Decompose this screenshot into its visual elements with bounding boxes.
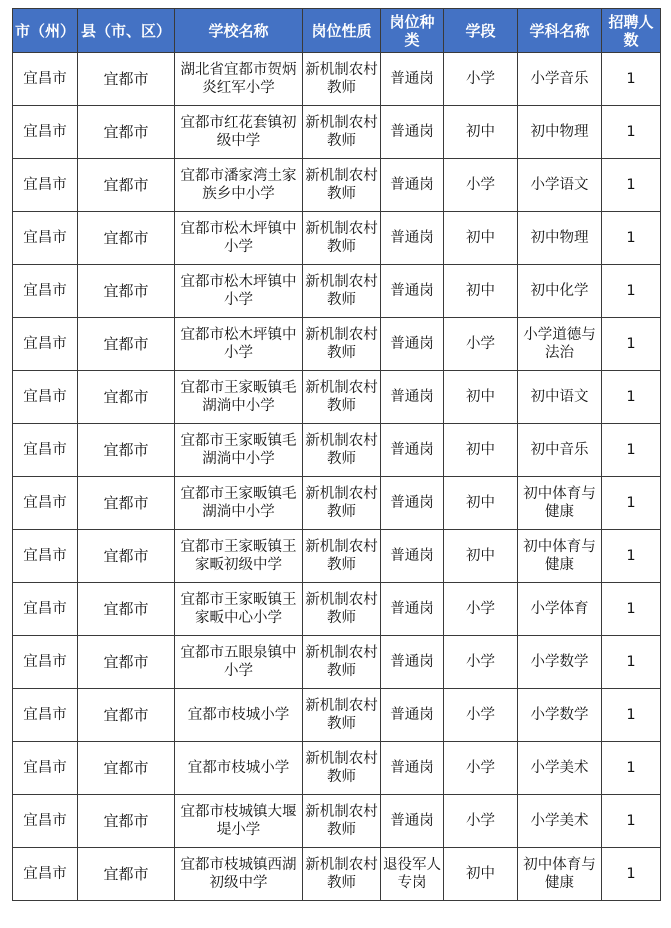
hiring-count-cell: 1 bbox=[602, 318, 661, 371]
position-nature-cell: 新机制农村教师 bbox=[303, 689, 381, 742]
county-cell: 宜都市 bbox=[78, 477, 175, 530]
county-cell: 宜都市 bbox=[78, 795, 175, 848]
table-row bbox=[13, 477, 661, 530]
city-cell: 宜昌市 bbox=[13, 318, 78, 371]
position-type-cell: 普通岗 bbox=[381, 530, 444, 583]
table-row bbox=[13, 212, 661, 265]
position-type-cell: 普通岗 bbox=[381, 583, 444, 636]
table-row bbox=[13, 583, 661, 636]
hiring-count-cell: 1 bbox=[602, 689, 661, 742]
hiring-count-cell: 1 bbox=[602, 583, 661, 636]
county-cell: 宜都市 bbox=[78, 636, 175, 689]
position-type-cell: 普通岗 bbox=[381, 212, 444, 265]
city-cell: 宜昌市 bbox=[13, 583, 78, 636]
school-name-cell: 宜都市枝城小学 bbox=[175, 689, 303, 742]
table-row bbox=[13, 848, 661, 901]
city-cell: 宜昌市 bbox=[13, 424, 78, 477]
subject-name-cell: 小学音乐 bbox=[518, 53, 602, 106]
subject-name-cell: 小学数学 bbox=[518, 636, 602, 689]
hiring-count-cell: 1 bbox=[602, 106, 661, 159]
subject-name-cell: 小学体育 bbox=[518, 583, 602, 636]
header-position-type: 岗位种类 bbox=[381, 9, 444, 53]
county-cell: 宜都市 bbox=[78, 742, 175, 795]
school-name-cell: 宜都市王家畈镇王家畈初级中学 bbox=[175, 530, 303, 583]
school-stage-cell: 初中 bbox=[444, 530, 518, 583]
hiring-count-cell: 1 bbox=[602, 53, 661, 106]
hiring-count-cell: 1 bbox=[602, 424, 661, 477]
subject-name-cell: 小学道德与法治 bbox=[518, 318, 602, 371]
table-row bbox=[13, 159, 661, 212]
school-name-cell: 宜都市松木坪镇中小学 bbox=[175, 318, 303, 371]
position-type-cell: 普通岗 bbox=[381, 159, 444, 212]
subject-name-cell: 小学语文 bbox=[518, 159, 602, 212]
school-stage-cell: 初中 bbox=[444, 477, 518, 530]
hiring-count-cell: 1 bbox=[602, 159, 661, 212]
county-cell: 宜都市 bbox=[78, 212, 175, 265]
position-type-cell: 普通岗 bbox=[381, 689, 444, 742]
city-cell: 宜昌市 bbox=[13, 212, 78, 265]
school-name-cell: 宜都市潘家湾土家族乡中小学 bbox=[175, 159, 303, 212]
position-type-cell: 普通岗 bbox=[381, 742, 444, 795]
school-stage-cell: 初中 bbox=[444, 265, 518, 318]
school-name-cell: 宜都市枝城镇大堰堤小学 bbox=[175, 795, 303, 848]
county-cell: 宜都市 bbox=[78, 848, 175, 901]
county-cell: 宜都市 bbox=[78, 53, 175, 106]
table-row bbox=[13, 742, 661, 795]
header-city: 市（州） bbox=[13, 9, 78, 53]
table-row bbox=[13, 371, 661, 424]
position-nature-cell: 新机制农村教师 bbox=[303, 530, 381, 583]
county-cell: 宜都市 bbox=[78, 424, 175, 477]
hiring-count-cell: 1 bbox=[602, 212, 661, 265]
table-row bbox=[13, 636, 661, 689]
school-stage-cell: 初中 bbox=[444, 371, 518, 424]
position-nature-cell: 新机制农村教师 bbox=[303, 265, 381, 318]
school-stage-cell: 小学 bbox=[444, 318, 518, 371]
position-nature-cell: 新机制农村教师 bbox=[303, 159, 381, 212]
position-type-cell: 普通岗 bbox=[381, 318, 444, 371]
table-row bbox=[13, 265, 661, 318]
school-stage-cell: 小学 bbox=[444, 689, 518, 742]
position-type-cell: 普通岗 bbox=[381, 106, 444, 159]
header-position-nature: 岗位性质 bbox=[303, 9, 381, 53]
city-cell: 宜昌市 bbox=[13, 265, 78, 318]
school-name-cell: 宜都市松木坪镇中小学 bbox=[175, 212, 303, 265]
city-cell: 宜昌市 bbox=[13, 53, 78, 106]
county-cell: 宜都市 bbox=[78, 371, 175, 424]
hiring-count-cell: 1 bbox=[602, 265, 661, 318]
county-cell: 宜都市 bbox=[78, 106, 175, 159]
county-cell: 宜都市 bbox=[78, 265, 175, 318]
recruitment-table-container bbox=[12, 8, 660, 901]
subject-name-cell: 初中体育与健康 bbox=[518, 530, 602, 583]
school-stage-cell: 小学 bbox=[444, 795, 518, 848]
hiring-count-cell: 1 bbox=[602, 795, 661, 848]
school-stage-cell: 初中 bbox=[444, 424, 518, 477]
school-stage-cell: 小学 bbox=[444, 583, 518, 636]
subject-name-cell: 初中体育与健康 bbox=[518, 848, 602, 901]
position-nature-cell: 新机制农村教师 bbox=[303, 583, 381, 636]
city-cell: 宜昌市 bbox=[13, 689, 78, 742]
header-school-stage: 学段 bbox=[444, 9, 518, 53]
school-name-cell: 宜都市五眼泉镇中小学 bbox=[175, 636, 303, 689]
subject-name-cell: 初中物理 bbox=[518, 212, 602, 265]
position-nature-cell: 新机制农村教师 bbox=[303, 795, 381, 848]
city-cell: 宜昌市 bbox=[13, 477, 78, 530]
table-row bbox=[13, 795, 661, 848]
school-name-cell: 宜都市红花套镇初级中学 bbox=[175, 106, 303, 159]
position-nature-cell: 新机制农村教师 bbox=[303, 53, 381, 106]
position-nature-cell: 新机制农村教师 bbox=[303, 742, 381, 795]
city-cell: 宜昌市 bbox=[13, 848, 78, 901]
school-name-cell: 湖北省宜都市贺炳炎红军小学 bbox=[175, 53, 303, 106]
subject-name-cell: 小学美术 bbox=[518, 742, 602, 795]
position-nature-cell: 新机制农村教师 bbox=[303, 424, 381, 477]
table-row bbox=[13, 530, 661, 583]
position-nature-cell: 新机制农村教师 bbox=[303, 106, 381, 159]
school-stage-cell: 初中 bbox=[444, 106, 518, 159]
city-cell: 宜昌市 bbox=[13, 742, 78, 795]
school-stage-cell: 初中 bbox=[444, 848, 518, 901]
position-nature-cell: 新机制农村教师 bbox=[303, 212, 381, 265]
school-stage-cell: 小学 bbox=[444, 159, 518, 212]
subject-name-cell: 初中音乐 bbox=[518, 424, 602, 477]
position-nature-cell: 新机制农村教师 bbox=[303, 848, 381, 901]
hiring-count-cell: 1 bbox=[602, 636, 661, 689]
position-type-cell: 普通岗 bbox=[381, 265, 444, 318]
table-row bbox=[13, 106, 661, 159]
subject-name-cell: 小学数学 bbox=[518, 689, 602, 742]
position-type-cell: 普通岗 bbox=[381, 424, 444, 477]
header-row bbox=[13, 9, 661, 53]
school-name-cell: 宜都市王家畈镇毛湖淌中小学 bbox=[175, 424, 303, 477]
position-nature-cell: 新机制农村教师 bbox=[303, 636, 381, 689]
city-cell: 宜昌市 bbox=[13, 795, 78, 848]
table-row bbox=[13, 318, 661, 371]
school-name-cell: 宜都市王家畈镇毛湖淌中小学 bbox=[175, 477, 303, 530]
position-type-cell: 普通岗 bbox=[381, 636, 444, 689]
header-hiring-count: 招聘人数 bbox=[602, 9, 661, 53]
subject-name-cell: 初中化学 bbox=[518, 265, 602, 318]
city-cell: 宜昌市 bbox=[13, 530, 78, 583]
school-stage-cell: 初中 bbox=[444, 212, 518, 265]
school-name-cell: 宜都市枝城镇西湖初级中学 bbox=[175, 848, 303, 901]
table-row bbox=[13, 424, 661, 477]
county-cell: 宜都市 bbox=[78, 159, 175, 212]
table-row bbox=[13, 689, 661, 742]
subject-name-cell: 小学美术 bbox=[518, 795, 602, 848]
school-name-cell: 宜都市王家畈镇王家畈中心小学 bbox=[175, 583, 303, 636]
hiring-count-cell: 1 bbox=[602, 530, 661, 583]
city-cell: 宜昌市 bbox=[13, 159, 78, 212]
school-stage-cell: 小学 bbox=[444, 53, 518, 106]
subject-name-cell: 初中体育与健康 bbox=[518, 477, 602, 530]
county-cell: 宜都市 bbox=[78, 583, 175, 636]
hiring-count-cell: 1 bbox=[602, 477, 661, 530]
county-cell: 宜都市 bbox=[78, 689, 175, 742]
position-type-cell: 普通岗 bbox=[381, 795, 444, 848]
school-stage-cell: 小学 bbox=[444, 636, 518, 689]
hiring-count-cell: 1 bbox=[602, 742, 661, 795]
city-cell: 宜昌市 bbox=[13, 371, 78, 424]
position-nature-cell: 新机制农村教师 bbox=[303, 318, 381, 371]
county-cell: 宜都市 bbox=[78, 530, 175, 583]
city-cell: 宜昌市 bbox=[13, 106, 78, 159]
position-type-cell: 普通岗 bbox=[381, 477, 444, 530]
hiring-count-cell: 1 bbox=[602, 371, 661, 424]
subject-name-cell: 初中语文 bbox=[518, 371, 602, 424]
school-name-cell: 宜都市枝城小学 bbox=[175, 742, 303, 795]
header-subject-name: 学科名称 bbox=[518, 9, 602, 53]
subject-name-cell: 初中物理 bbox=[518, 106, 602, 159]
school-name-cell: 宜都市松木坪镇中小学 bbox=[175, 265, 303, 318]
position-type-cell: 退役军人专岗 bbox=[381, 848, 444, 901]
position-nature-cell: 新机制农村教师 bbox=[303, 371, 381, 424]
position-type-cell: 普通岗 bbox=[381, 53, 444, 106]
header-county: 县（市、区） bbox=[78, 9, 175, 53]
county-cell: 宜都市 bbox=[78, 318, 175, 371]
header-school-name: 学校名称 bbox=[175, 9, 303, 53]
recruitment-table bbox=[12, 8, 661, 901]
table-body bbox=[13, 53, 661, 901]
school-name-cell: 宜都市王家畈镇毛湖淌中小学 bbox=[175, 371, 303, 424]
table-row bbox=[13, 53, 661, 106]
position-type-cell: 普通岗 bbox=[381, 371, 444, 424]
school-stage-cell: 小学 bbox=[444, 742, 518, 795]
city-cell: 宜昌市 bbox=[13, 636, 78, 689]
position-nature-cell: 新机制农村教师 bbox=[303, 477, 381, 530]
hiring-count-cell: 1 bbox=[602, 848, 661, 901]
